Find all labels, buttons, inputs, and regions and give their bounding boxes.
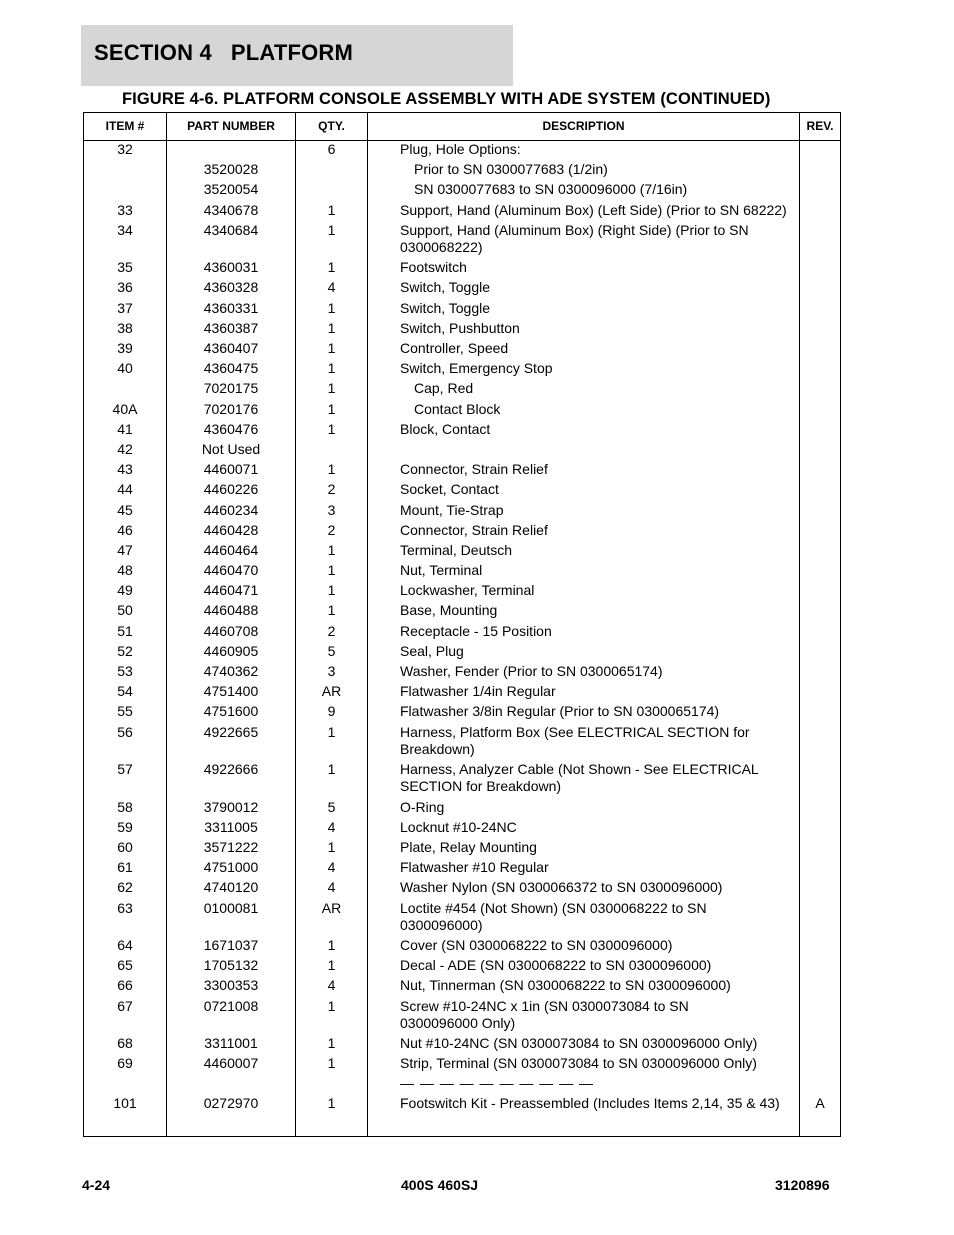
description-cell: Plug, Hole Options: — [400, 141, 521, 157]
description-cell: Contact Block — [414, 400, 501, 417]
table-row — [84, 998, 840, 1036]
description-cell: Harness, Analyzer Cable (Not Shown - See ELECTRICAL SECTION for Breakdown) — [400, 761, 759, 795]
table-row — [84, 481, 840, 501]
qty-cell: 1 — [327, 299, 336, 316]
description-cell: Switch, Emergency Stop — [400, 360, 553, 377]
figure-title: FIGURE 4-6. PLATFORM CONSOLE ASSEMBLY WITH ADE SYSTEM (CONTINUED) — [122, 90, 771, 108]
table-row — [84, 161, 840, 181]
part-number-cell: 4360387 — [203, 319, 259, 336]
part-number-cell: 4460428 — [203, 521, 259, 538]
qty-cell: 1 — [327, 420, 336, 437]
part-number-cell: 4751400 — [203, 683, 259, 700]
table-row — [84, 441, 840, 461]
qty-cell: 1 — [327, 319, 336, 336]
part-number-cell: 4340684 — [203, 221, 259, 238]
part-number-cell: 4360031 — [203, 259, 259, 276]
qty-cell: 1 — [327, 957, 336, 974]
description-cell: Receptacle - 15 Position — [400, 622, 552, 639]
table-row — [84, 461, 840, 481]
table-row — [84, 542, 840, 562]
qty-cell: 1 — [327, 221, 336, 238]
table-row — [84, 937, 840, 957]
table-row — [84, 1055, 840, 1075]
description-cell: Washer, Fender (Prior to SN 0300065174) — [400, 663, 663, 679]
part-number-cell: 1705132 — [203, 957, 259, 974]
item-cell: 41 — [117, 420, 133, 437]
part-number-cell: 3790012 — [203, 798, 259, 815]
item-cell: 44 — [117, 481, 133, 498]
qty-cell: 1 — [327, 838, 336, 855]
description-cell: Mount, Tie-Strap — [400, 501, 504, 518]
table-row — [84, 522, 840, 542]
item-cell: 34 — [117, 221, 133, 238]
part-number-cell: 4340678 — [203, 201, 259, 218]
qty-cell: 1 — [327, 1035, 336, 1052]
description-cell: Nut #10-24NC (SN 0300073084 to SN 0300096000 Only) — [400, 1035, 758, 1052]
qty-cell: AR — [321, 683, 342, 700]
description-cell: Harness, Platform Box (See ELECTRICAL SECTION for Breakdown) — [400, 723, 750, 757]
item-cell: 64 — [117, 937, 133, 953]
part-number-cell: 3311005 — [204, 818, 258, 835]
table-row — [84, 181, 840, 201]
item-cell: 43 — [117, 461, 133, 478]
description-cell: Switch, Pushbutton — [400, 319, 520, 336]
item-cell: 33 — [117, 201, 133, 218]
part-number-cell: 0721008 — [203, 997, 259, 1014]
table-row — [84, 582, 840, 602]
table-row — [84, 683, 840, 703]
description-cell: Lockwasher, Terminal — [400, 582, 535, 599]
table-header — [84, 113, 840, 141]
description-cell: Plate, Relay Mounting — [400, 838, 537, 855]
qty-cell: 1 — [327, 461, 336, 478]
part-number-cell: 3311001 — [204, 1035, 258, 1052]
table-row — [84, 380, 840, 400]
part-number-cell: 4360475 — [203, 360, 259, 377]
header-qty: QTY. — [318, 119, 345, 133]
qty-cell: 1 — [327, 602, 336, 619]
table-row — [84, 859, 840, 879]
part-number-cell: 7020175 — [203, 380, 259, 397]
item-cell: 49 — [117, 582, 133, 599]
description-cell: Base, Mounting — [400, 602, 498, 619]
qty-cell: AR — [321, 899, 342, 916]
part-number-cell: 0100081 — [203, 899, 259, 916]
item-cell: 42 — [117, 440, 133, 457]
description-cell: Loctite #454 (Not Shown) (SN 0300068222 to SN 0300096000) — [400, 899, 707, 933]
description-cell: Seal, Plug — [400, 642, 464, 659]
item-cell: 66 — [117, 977, 133, 994]
part-number-cell: 4922666 — [203, 761, 259, 778]
part-number-cell: Not Used — [201, 440, 261, 457]
part-number-cell: 4922665 — [203, 723, 259, 740]
table-row — [84, 421, 840, 441]
qty-cell: 1 — [327, 201, 336, 218]
item-cell: 39 — [117, 340, 133, 356]
description-cell: SN 0300077683 to SN 0300096000 (7/16in) — [414, 181, 688, 198]
table-row — [84, 663, 840, 683]
part-number-cell: 4460488 — [203, 602, 259, 619]
item-cell: 51 — [117, 622, 133, 639]
qty-cell: 6 — [327, 141, 336, 157]
description-cell: Nut, Tinnerman (SN 0300068222 to SN 0300096000) — [400, 977, 731, 994]
footer-model: 400S 460SJ — [401, 1177, 479, 1193]
item-cell: 58 — [117, 798, 133, 815]
part-number-cell: 4460071 — [203, 461, 259, 478]
description-cell: Nut, Terminal — [400, 562, 483, 579]
part-number-cell: 4460464 — [203, 541, 259, 558]
description-cell: Controller, Speed — [400, 340, 509, 356]
separator-dashes: — — — — — — — — — — — [400, 1075, 595, 1092]
item-cell: 40 — [117, 360, 133, 377]
description-cell: Screw #10-24NC x 1in (SN 0300073084 to SN 0300096000 Only) — [400, 997, 689, 1031]
item-cell: 63 — [117, 899, 133, 916]
part-number-cell: 3520028 — [203, 161, 259, 178]
table-row — [84, 259, 840, 279]
part-number-cell: 4360476 — [203, 420, 259, 437]
part-number-cell: 0272970 — [203, 1095, 259, 1112]
description-cell: Terminal, Deutsch — [400, 541, 513, 558]
part-number-cell: 4360407 — [203, 340, 259, 356]
table-row — [84, 799, 840, 819]
header-rev: REV. — [806, 119, 834, 133]
description-cell: Prior to SN 0300077683 (1/2in) — [414, 161, 608, 178]
description-cell: Switch, Toggle — [400, 299, 491, 316]
part-number-cell: 4360331 — [203, 299, 259, 316]
description-cell: Strip, Terminal (SN 0300073084 to SN 0300096000 Only) — [400, 1055, 757, 1072]
part-number-cell: 4460007 — [203, 1055, 259, 1072]
item-cell: 47 — [117, 541, 133, 558]
item-cell: 38 — [117, 319, 133, 336]
item-cell: 35 — [117, 259, 133, 276]
parts-table — [83, 112, 841, 1137]
qty-cell: 1 — [327, 1095, 336, 1112]
description-cell: O-Ring — [400, 798, 445, 815]
table-row — [84, 977, 840, 997]
description-cell: Locknut #10-24NC — [400, 818, 517, 835]
table-row — [84, 320, 840, 340]
table-row — [84, 839, 840, 859]
qty-cell: 1 — [327, 761, 336, 778]
qty-cell: 2 — [327, 521, 336, 538]
qty-cell: 1 — [327, 937, 336, 953]
item-cell: 36 — [117, 279, 133, 296]
qty-cell: 2 — [327, 481, 336, 498]
qty-cell: 4 — [327, 279, 336, 296]
section-banner — [81, 25, 513, 86]
part-number-cell: 4460226 — [203, 481, 259, 498]
item-cell: 50 — [117, 602, 133, 619]
item-cell: 57 — [117, 761, 133, 778]
header-item: ITEM # — [105, 119, 145, 133]
table-row — [84, 1075, 840, 1095]
part-number-cell: 4460708 — [203, 622, 259, 639]
table-row — [84, 703, 840, 723]
qty-cell: 3 — [327, 501, 336, 518]
qty-cell: 4 — [327, 859, 336, 876]
item-cell: 54 — [117, 683, 133, 700]
qty-cell: 1 — [327, 360, 336, 377]
table-row — [84, 340, 840, 360]
table-row — [84, 761, 840, 799]
table-row — [84, 300, 840, 320]
part-number-cell: 4460905 — [203, 642, 259, 659]
table-row — [84, 819, 840, 839]
table-row — [84, 1095, 840, 1115]
qty-cell: 4 — [327, 879, 336, 896]
description-cell: Washer Nylon (SN 0300066372 to SN 0300096000) — [400, 879, 723, 896]
item-cell: 65 — [117, 957, 133, 974]
description-cell: Cover (SN 0300068222 to SN 0300096000) — [400, 937, 673, 953]
item-cell: 55 — [117, 703, 133, 720]
qty-cell: 1 — [327, 562, 336, 579]
description-cell: Block, Contact — [400, 420, 491, 437]
part-number-cell: 3571222 — [203, 838, 259, 855]
item-cell: 45 — [117, 501, 133, 518]
description-cell: Footswitch Kit - Preassembled (Includes Items 2,14, 35 & 43) — [400, 1095, 780, 1112]
table-row — [84, 1035, 840, 1055]
item-cell: 67 — [117, 997, 133, 1014]
table-row — [84, 279, 840, 299]
item-cell: 59 — [117, 818, 133, 835]
description-cell: Cap, Red — [414, 380, 474, 397]
item-cell: 61 — [117, 859, 133, 876]
description-cell: Decal - ADE (SN 0300068222 to SN 0300096000) — [400, 957, 712, 974]
table-row — [84, 900, 840, 938]
qty-cell: 1 — [327, 997, 336, 1014]
part-number-cell: 4740362 — [203, 663, 259, 679]
table-row — [84, 401, 840, 421]
item-cell: 68 — [117, 1035, 133, 1052]
qty-cell: 5 — [327, 798, 336, 815]
description-cell: Support, Hand (Aluminum Box) (Left Side) (Prior to SN 68222) — [400, 201, 787, 218]
part-number-cell: 4751000 — [203, 859, 259, 876]
item-cell: 52 — [117, 642, 133, 659]
table-row — [84, 562, 840, 582]
description-cell: Flatwasher 1/4in Regular — [400, 683, 556, 700]
part-number-cell: 4460470 — [203, 562, 259, 579]
section-title: SECTION 4 PLATFORM — [94, 40, 354, 65]
description-cell: Connector, Strain Relief — [400, 461, 548, 478]
table-body — [84, 141, 840, 1116]
qty-cell: 1 — [327, 400, 336, 417]
footer-doc-number: 3120896 — [775, 1177, 830, 1193]
part-number-cell: 1671037 — [203, 937, 259, 953]
qty-cell: 4 — [327, 818, 336, 835]
table-row — [84, 879, 840, 899]
table-row — [84, 643, 840, 663]
item-cell: 69 — [117, 1055, 133, 1072]
qty-cell: 1 — [327, 380, 336, 397]
part-number-cell: 3520054 — [203, 181, 259, 198]
description-cell: Flatwasher 3/8in Regular (Prior to SN 0300065174) — [400, 703, 720, 720]
item-cell: 40A — [112, 400, 138, 417]
footer-page-number: 4-24 — [82, 1177, 111, 1193]
part-number-cell: 3300353 — [203, 977, 259, 994]
part-number-cell: 7020176 — [203, 400, 259, 417]
item-cell: 37 — [117, 299, 133, 316]
item-cell: 62 — [117, 879, 133, 896]
qty-cell: 1 — [327, 1055, 336, 1072]
part-number-cell: 4360328 — [203, 279, 259, 296]
qty-cell: 1 — [327, 259, 336, 276]
qty-cell: 1 — [327, 340, 336, 356]
description-cell: Support, Hand (Aluminum Box) (Right Side) (Prior to SN 0300068222) — [400, 221, 749, 255]
part-number-cell: 4460471 — [203, 582, 259, 599]
rev-cell: A — [815, 1095, 825, 1112]
table-row — [84, 222, 840, 260]
table-row — [84, 202, 840, 222]
description-cell: Footswitch — [400, 259, 467, 276]
item-cell: 32 — [117, 141, 133, 157]
table-row — [84, 360, 840, 380]
description-cell: Connector, Strain Relief — [400, 521, 548, 538]
description-cell: Socket, Contact — [400, 481, 499, 498]
qty-cell: 4 — [327, 977, 336, 994]
qty-cell: 1 — [327, 582, 336, 599]
qty-cell: 1 — [327, 541, 336, 558]
description-cell: Flatwasher #10 Regular — [400, 859, 549, 876]
part-number-cell: 4460234 — [203, 501, 259, 518]
item-cell: 56 — [117, 723, 133, 740]
table-row — [84, 623, 840, 643]
item-cell: 53 — [117, 663, 133, 679]
table-row — [84, 141, 840, 161]
table-row — [84, 602, 840, 622]
item-cell: 101 — [113, 1095, 137, 1112]
table-row — [84, 502, 840, 522]
part-number-cell: 4740120 — [203, 879, 259, 896]
item-cell: 48 — [117, 562, 133, 579]
header-part-number: PART NUMBER — [187, 119, 275, 133]
item-cell: 46 — [117, 521, 133, 538]
description-cell: Switch, Toggle — [400, 279, 491, 296]
item-cell: 60 — [117, 838, 133, 855]
qty-cell: 5 — [327, 642, 336, 659]
qty-cell: 2 — [327, 622, 336, 639]
qty-cell: 3 — [327, 663, 336, 679]
table-row — [84, 957, 840, 977]
qty-cell: 9 — [327, 703, 336, 720]
part-number-cell: 4751600 — [203, 703, 259, 720]
table-row — [84, 724, 840, 762]
header-description: DESCRIPTION — [542, 119, 625, 133]
qty-cell: 1 — [327, 723, 336, 740]
